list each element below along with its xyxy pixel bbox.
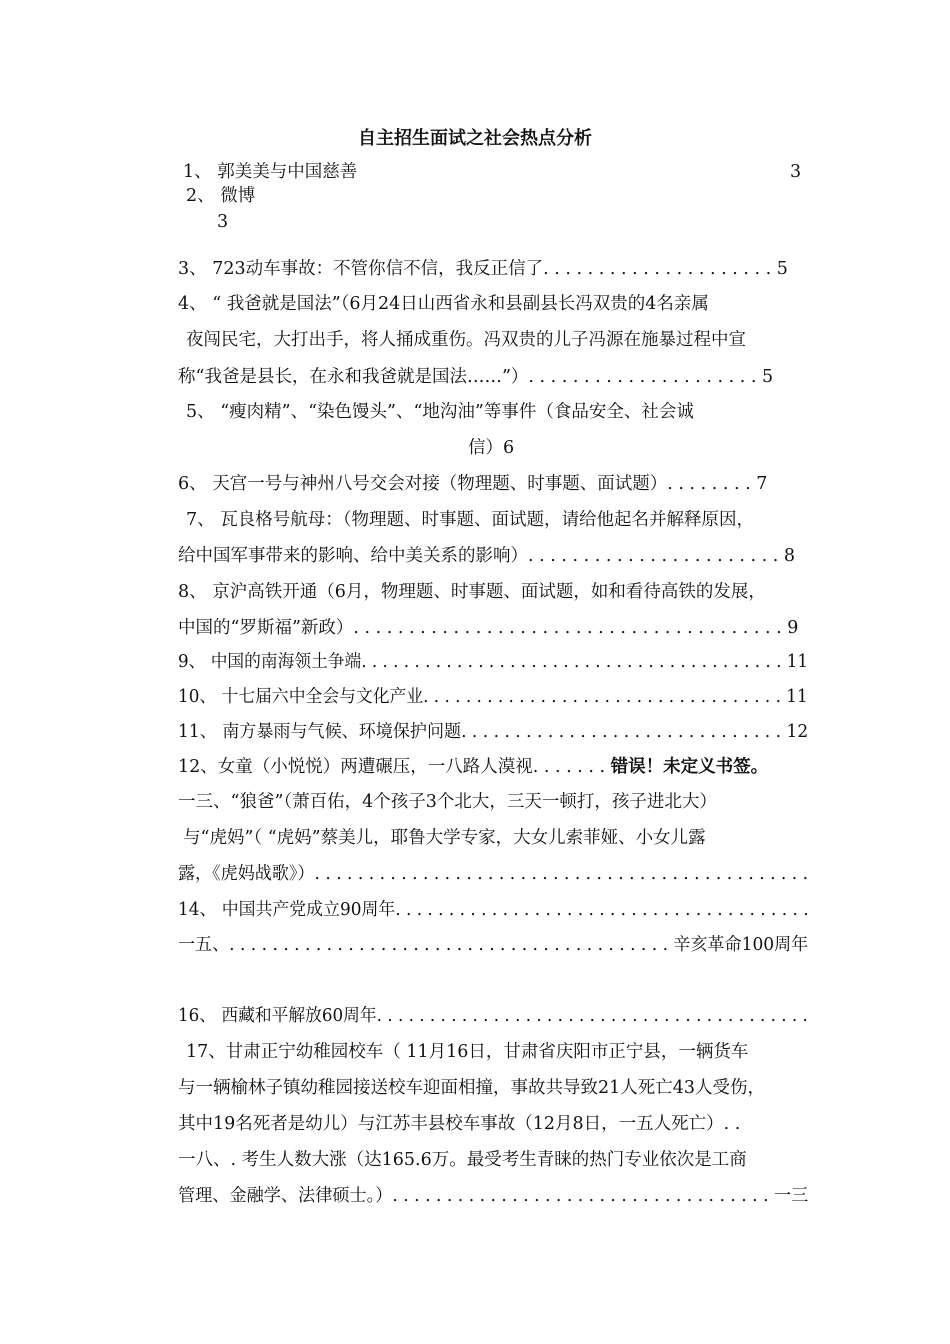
toc-entry-12[interactable]: [178, 755, 768, 779]
toc-entry-12-text: 12、女童（小悦悦）两遭碾压，一八路人漠视. . . . . . .: [178, 757, 611, 777]
toc-entry-13-line-3: 露，《虎妈战歌》）. . . . . . . . . . . . . . . . . . . . . . . . . . . . . . . . . . . . . . . . . . . . . .: [178, 864, 809, 884]
toc-entry-17-line-1[interactable]: 17、甘肃正宁幼稚园校车（ 11月16日，甘肃省庆阳市正宁县，一辆货车: [186, 1042, 749, 1062]
toc-entry-8-line-1[interactable]: 8、 京沪高铁开通（6月，物理题、时事题、面试题，如和看待高铁的发展，: [178, 582, 766, 602]
toc-entry-18-line-2: 管理、金融学、法律硕士。）. . . . . . . . . . . . . . . . . . . . . . . . . . . . . . . . . . . 一三: [178, 1186, 809, 1206]
toc-entry-5-line-1[interactable]: 5、 “瘦肉精”、“染色馒头”、“地沟油”等事件（食品安全、社会诚: [186, 402, 694, 422]
bookmark-error-text: 错误！未定义书签。: [610, 757, 769, 777]
toc-entry-4-line-2: 夜闯民宅，大打出手，将人捅成重伤。冯双贵的儿子冯源在施暴过程中宣: [186, 330, 746, 350]
toc-entry-7-line-1[interactable]: 7、 瓦良格号航母：（物理题、时事题、面试题，请给他起名并解释原因，: [186, 510, 754, 530]
page-title: 自主招生面试之社会热点分析: [358, 128, 592, 149]
toc-entry-1[interactable]: 1、 郭美美与中国慈善: [183, 162, 358, 182]
toc-entry-14[interactable]: 14、 中国共产党成立90周年. . . . . . . . . . . . . . . . . . . . . . . . . . . . . . . . . . . . . . .: [178, 900, 809, 920]
toc-entry-3[interactable]: 3、 723动车事故：不管你信不信，我反正信了. . . . . . . . . . . . . . . . . . . . . 5: [178, 259, 788, 279]
toc-entry-8-line-2: 中国的“罗斯福”新政）. . . . . . . . . . . . . . . . . . . . . . . . . . . . . . . . . . . . . . . 9: [178, 618, 799, 638]
toc-entry-5-line-2: 信）6: [468, 438, 515, 458]
toc-entry-4-line-3: 称“我爸是县长，在永和我爸就是国法……”）. . . . . . . . . . . . . . . . . . . . . 5: [178, 367, 774, 387]
toc-entry-2[interactable]: 2、 微博: [186, 186, 256, 206]
toc-entry-13-line-2: 与“虎妈”（ “虎妈”蔡美儿，耶鲁大学专家，大女儿索菲娅、小女儿露: [183, 828, 706, 848]
toc-entry-17-line-2: 与一辆榆林子镇幼稚园接送校车迎面相撞，事故共导致21人死亡43人受伤，: [178, 1078, 766, 1098]
toc-entry-6[interactable]: 6、 天宫一号与神州八号交会对接（物理题、时事题、面试题）. . . . . . . . 7: [178, 474, 768, 494]
toc-entry-7-line-2: 给中国军事带来的影响、给中美关系的影响）. . . . . . . . . . . . . . . . . . . . . . . 8: [178, 546, 796, 566]
toc-entry-4-line-1[interactable]: 4、 “ 我爸就是国法”（6月24日山西省永和县副县长冯双贵的4名亲属: [178, 294, 709, 314]
toc-entry-13-line-1[interactable]: 一三、“狼爸”（萧百佑，4个孩子3个北大，三天一顿打，孩子进北大）: [178, 792, 717, 812]
toc-entry-10[interactable]: 10、 十七届六中全会与文化产业. . . . . . . . . . . . . . . . . . . . . . . . . . . . . . . . . . 11: [178, 687, 808, 707]
toc-entry-11[interactable]: 11、 南方暴雨与气候、环境保护问题. . . . . . . . . . . . . . . . . . . . . . . . . . . . . . 12: [178, 722, 809, 742]
toc-entry-16[interactable]: 16、 西藏和平解放60周年. . . . . . . . . . . . . . . . . . . . . . . . . . . . . . . . . . . . . . . . .: [178, 1006, 808, 1026]
toc-entry-1-page: 3: [790, 162, 802, 182]
toc-entry-17-line-3: 其中19名死者是幼儿）与江苏丰县校车事故（12月8日，一五人死亡）. .: [178, 1114, 741, 1134]
toc-entry-15[interactable]: 一五、. . . . . . . . . . . . . . . . . . . . . . . . . . . . . . . . . . . . . . . . . 辛亥革命100周年: [178, 935, 809, 955]
toc-entry-9[interactable]: 9、 中国的南海领土争端. . . . . . . . . . . . . . . . . . . . . . . . . . . . . . . . . . . . . . . . 11: [178, 652, 808, 672]
toc-entry-2-page: 3: [217, 212, 229, 232]
toc-entry-18-line-1[interactable]: 一八、. 考生人数大涨（达165.6万。最受考生青睐的热门专业依次是工商: [178, 1150, 747, 1170]
